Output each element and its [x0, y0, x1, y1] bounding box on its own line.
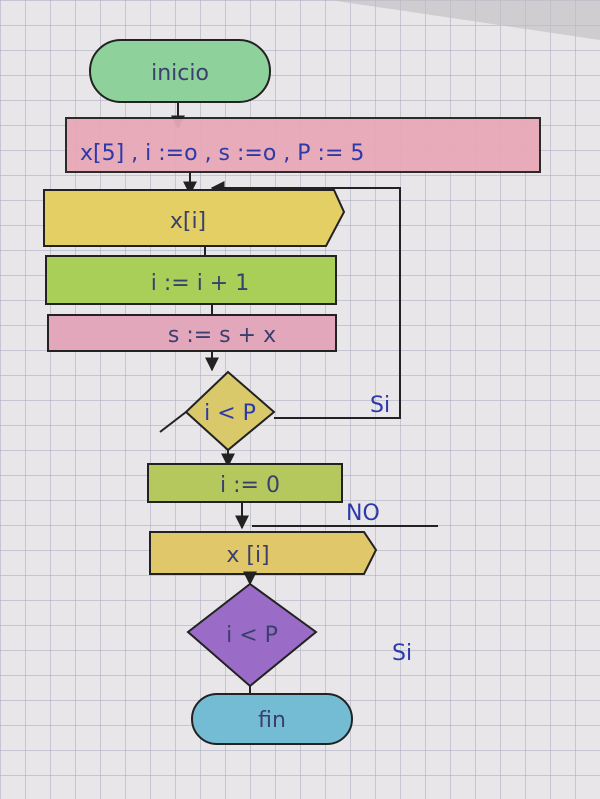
output-x-label: x [i] — [226, 543, 270, 568]
output-x-box — [150, 532, 376, 574]
read-x-box — [44, 190, 344, 246]
read-x-label: x[i] — [169, 209, 207, 234]
reset-i-box — [148, 464, 342, 502]
accumulate-box — [48, 315, 336, 351]
increment-box — [46, 256, 336, 304]
no-label: NO — [346, 501, 380, 526]
accumulate-label: s := s + x — [167, 323, 277, 348]
end-label: fin — [258, 708, 286, 733]
increment-label: i := i + 1 — [150, 271, 250, 296]
reset-i-label: i := 0 — [220, 473, 280, 498]
end-condition-label: i < P — [226, 623, 278, 648]
init-label: x[5] , i :=o , s :=o , P := 5 — [80, 141, 365, 166]
init-process-box — [66, 118, 540, 172]
start-label: inicio — [151, 61, 209, 86]
start-terminal — [90, 40, 270, 102]
end-si-label: Si — [392, 641, 413, 666]
loop-si-label: Si — [370, 393, 391, 418]
loop-condition-label: i < P — [204, 401, 256, 426]
end-terminal — [192, 694, 352, 744]
